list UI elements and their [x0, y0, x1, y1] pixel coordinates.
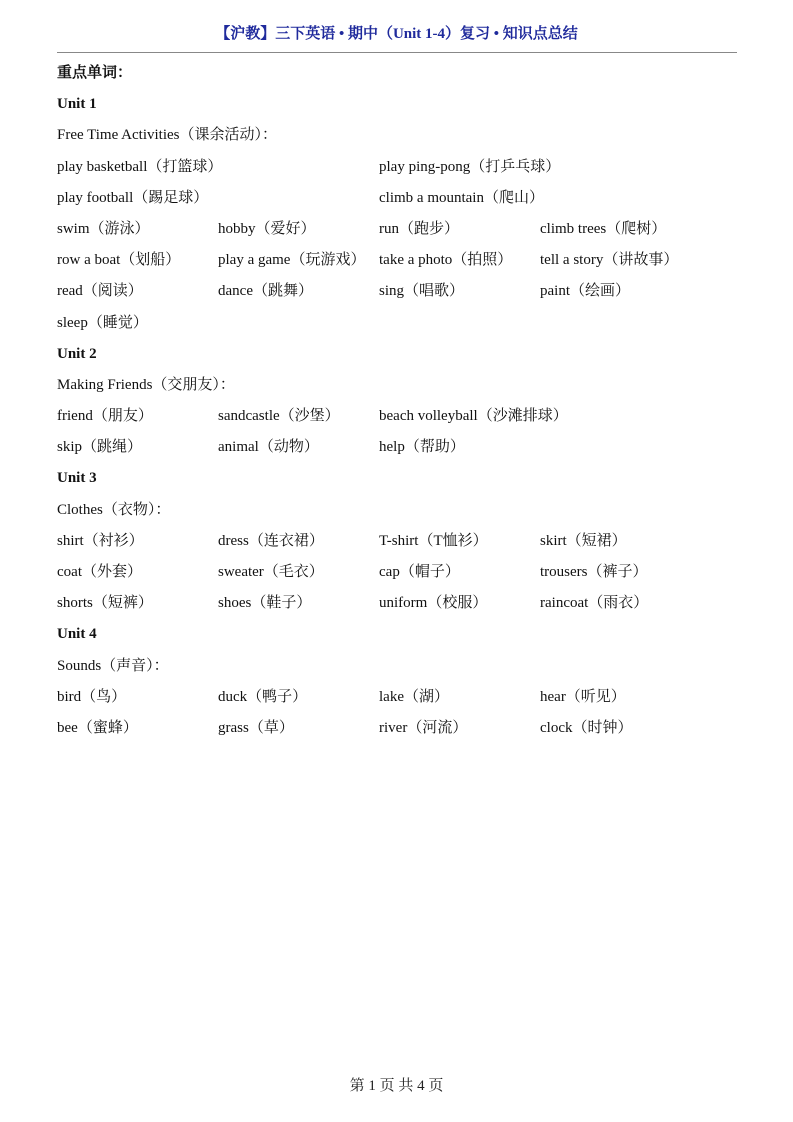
vocab-item: lake（湖）	[379, 688, 449, 705]
vocab-row	[57, 401, 737, 432]
vocab-row	[57, 526, 737, 557]
vocab-row	[57, 214, 737, 245]
vocab-item: hear（听见）	[540, 688, 626, 705]
vocab-item: sleep（睡觉）	[57, 314, 148, 331]
vocab-item: help（帮助）	[379, 439, 465, 456]
vocab-row	[57, 588, 737, 619]
vocab-item: row a boat（划船）	[57, 252, 181, 269]
vocab-item: dress（连衣裙）	[218, 532, 324, 549]
unit-heading: Unit 2	[57, 345, 97, 362]
unit-heading: Unit 1	[57, 96, 97, 113]
vocab-item: animal（动物）	[218, 439, 319, 456]
vocab-item: sandcastle（沙堡）	[218, 408, 340, 425]
vocab-row	[57, 557, 737, 588]
vocab-item: cap（帽子）	[379, 564, 460, 580]
vocab-item: friend（朋友）	[57, 408, 153, 425]
vocab-item: river（河流）	[379, 719, 468, 736]
unit-topic: Sounds（声音）：	[57, 657, 169, 674]
vocab-item: climb a mountain（爬山）	[379, 189, 544, 206]
vocab-item: skirt（短裙）	[540, 532, 627, 549]
vocab-item: trousers（裤子）	[540, 564, 648, 580]
unit-heading: Unit 4	[57, 626, 97, 643]
vocab-item: uniform（校服）	[379, 595, 488, 612]
vocab-item: beach volleyball（沙滩排球）	[379, 408, 568, 425]
page-number: 第 1 页 共 4 页	[349, 1078, 444, 1094]
section-title: 重点单词：	[57, 65, 133, 81]
vocab-row	[57, 682, 737, 713]
vocab-item: tell a story（讲故事）	[540, 252, 679, 269]
page-header-title: 【沪教】三下英语 • 期中（Unit 1-4）复习 • 知识点总结	[215, 26, 578, 42]
vocab-row	[57, 276, 737, 307]
document-body	[57, 58, 737, 744]
unit-topic: Making Friends（交朋友）：	[57, 376, 235, 393]
vocab-row	[57, 152, 737, 183]
vocab-item: skip（跳绳）	[57, 439, 143, 456]
vocab-item: hobby（爱好）	[218, 220, 316, 237]
vocab-item: coat（外套）	[57, 564, 142, 580]
vocab-item: play ping-pong（打乒乓球）	[379, 158, 561, 175]
vocab-item: climb trees（爬树）	[540, 220, 667, 237]
vocab-item: play football（踢足球）	[57, 189, 209, 206]
vocab-item: shoes（鞋子）	[218, 595, 312, 612]
vocab-item: dance（跳舞）	[218, 283, 313, 300]
vocab-row	[57, 308, 737, 339]
vocab-item: grass（草）	[218, 719, 294, 736]
vocab-item: duck（鸭子）	[218, 688, 308, 705]
vocab-item: swim（游泳）	[57, 220, 150, 237]
header-divider	[57, 52, 737, 53]
vocab-item: paint（绘画）	[540, 283, 630, 300]
vocab-item: raincoat（雨衣）	[540, 595, 649, 612]
vocab-item: shirt（衬衫）	[57, 532, 144, 549]
vocab-item: sweater（毛衣）	[218, 564, 324, 580]
vocab-row	[57, 432, 737, 463]
vocab-row	[57, 713, 737, 744]
vocab-item: read（阅读）	[57, 283, 143, 300]
units-container	[57, 89, 737, 744]
unit-heading: Unit 3	[57, 470, 97, 487]
vocab-row	[57, 245, 737, 276]
vocab-item: play basketball（打篮球）	[57, 158, 223, 175]
vocab-item: run（跑步）	[379, 220, 459, 237]
vocab-item: sing（唱歌）	[379, 283, 465, 300]
vocab-item: clock（时钟）	[540, 719, 633, 736]
vocab-item: T-shirt（T恤衫）	[379, 532, 488, 549]
vocab-item: play a game（玩游戏）	[218, 252, 366, 269]
vocab-item: bird（鸟）	[57, 688, 127, 705]
vocab-item: take a photo（拍照）	[379, 252, 513, 269]
unit-topic: Clothes（衣物）：	[57, 501, 171, 518]
unit-topic: Free Time Activities（课余活动）：	[57, 127, 278, 144]
vocab-item: shorts（短裤）	[57, 595, 153, 612]
vocab-row	[57, 183, 737, 214]
vocab-item: bee（蜜蜂）	[57, 719, 138, 736]
